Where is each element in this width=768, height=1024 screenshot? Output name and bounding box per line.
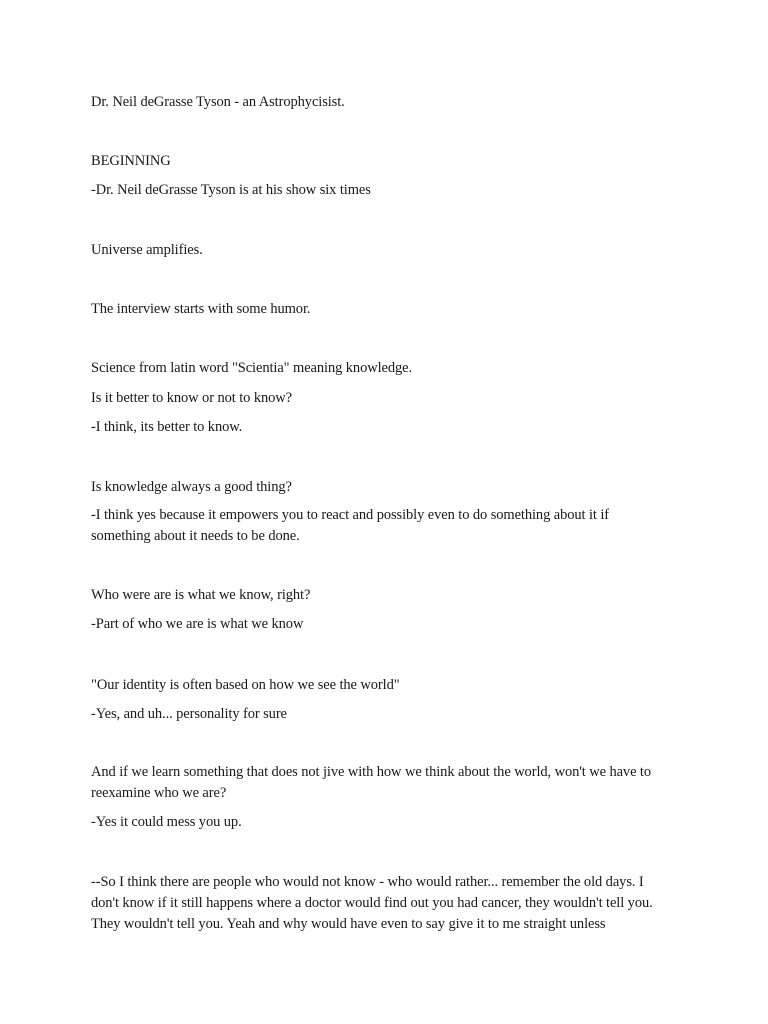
quote-line: "Our identity is often based on how we see the world" bbox=[91, 677, 400, 693]
answer-line: -I think, its better to know. bbox=[91, 419, 243, 435]
text-line: The interview starts with some humor. bbox=[91, 301, 311, 317]
document-title: Dr. Neil deGrasse Tyson - an Astrophycisist. bbox=[91, 94, 345, 110]
answer-line: -Yes, and uh... personality for sure bbox=[91, 706, 287, 722]
question-line: Is it better to know or not to know? bbox=[91, 390, 292, 406]
text-line: -Dr. Neil deGrasse Tyson is at his show six times bbox=[91, 182, 371, 198]
question-line: Is knowledge always a good thing? bbox=[91, 479, 292, 495]
section-heading: BEGINNING bbox=[91, 153, 171, 169]
answer-paragraph: -I think yes because it empowers you to react and possibly even to do something about it if something about it needs to be done. bbox=[91, 507, 610, 544]
answer-line: -Part of who we are is what we know bbox=[91, 616, 304, 632]
question-paragraph: And if we learn something that does not jive with how we think about the world, won't we have to reexamine who we are? bbox=[91, 764, 652, 801]
answer-paragraph: --So I think there are people who would not know - who would rather... remember the old days. I don't know if it still happens where a doctor would find out you had cancer, they wouldn't tell you. They wouldn't tell you. Yeah and why would have even to say give it to me straight unless bbox=[91, 874, 653, 932]
answer-line: -Yes it could mess you up. bbox=[91, 814, 242, 830]
text-line: Science from latin word "Scientia" meaning knowledge. bbox=[91, 360, 413, 376]
question-line: Who were are is what we know, right? bbox=[91, 587, 311, 603]
text-line: Universe amplifies. bbox=[91, 242, 203, 258]
